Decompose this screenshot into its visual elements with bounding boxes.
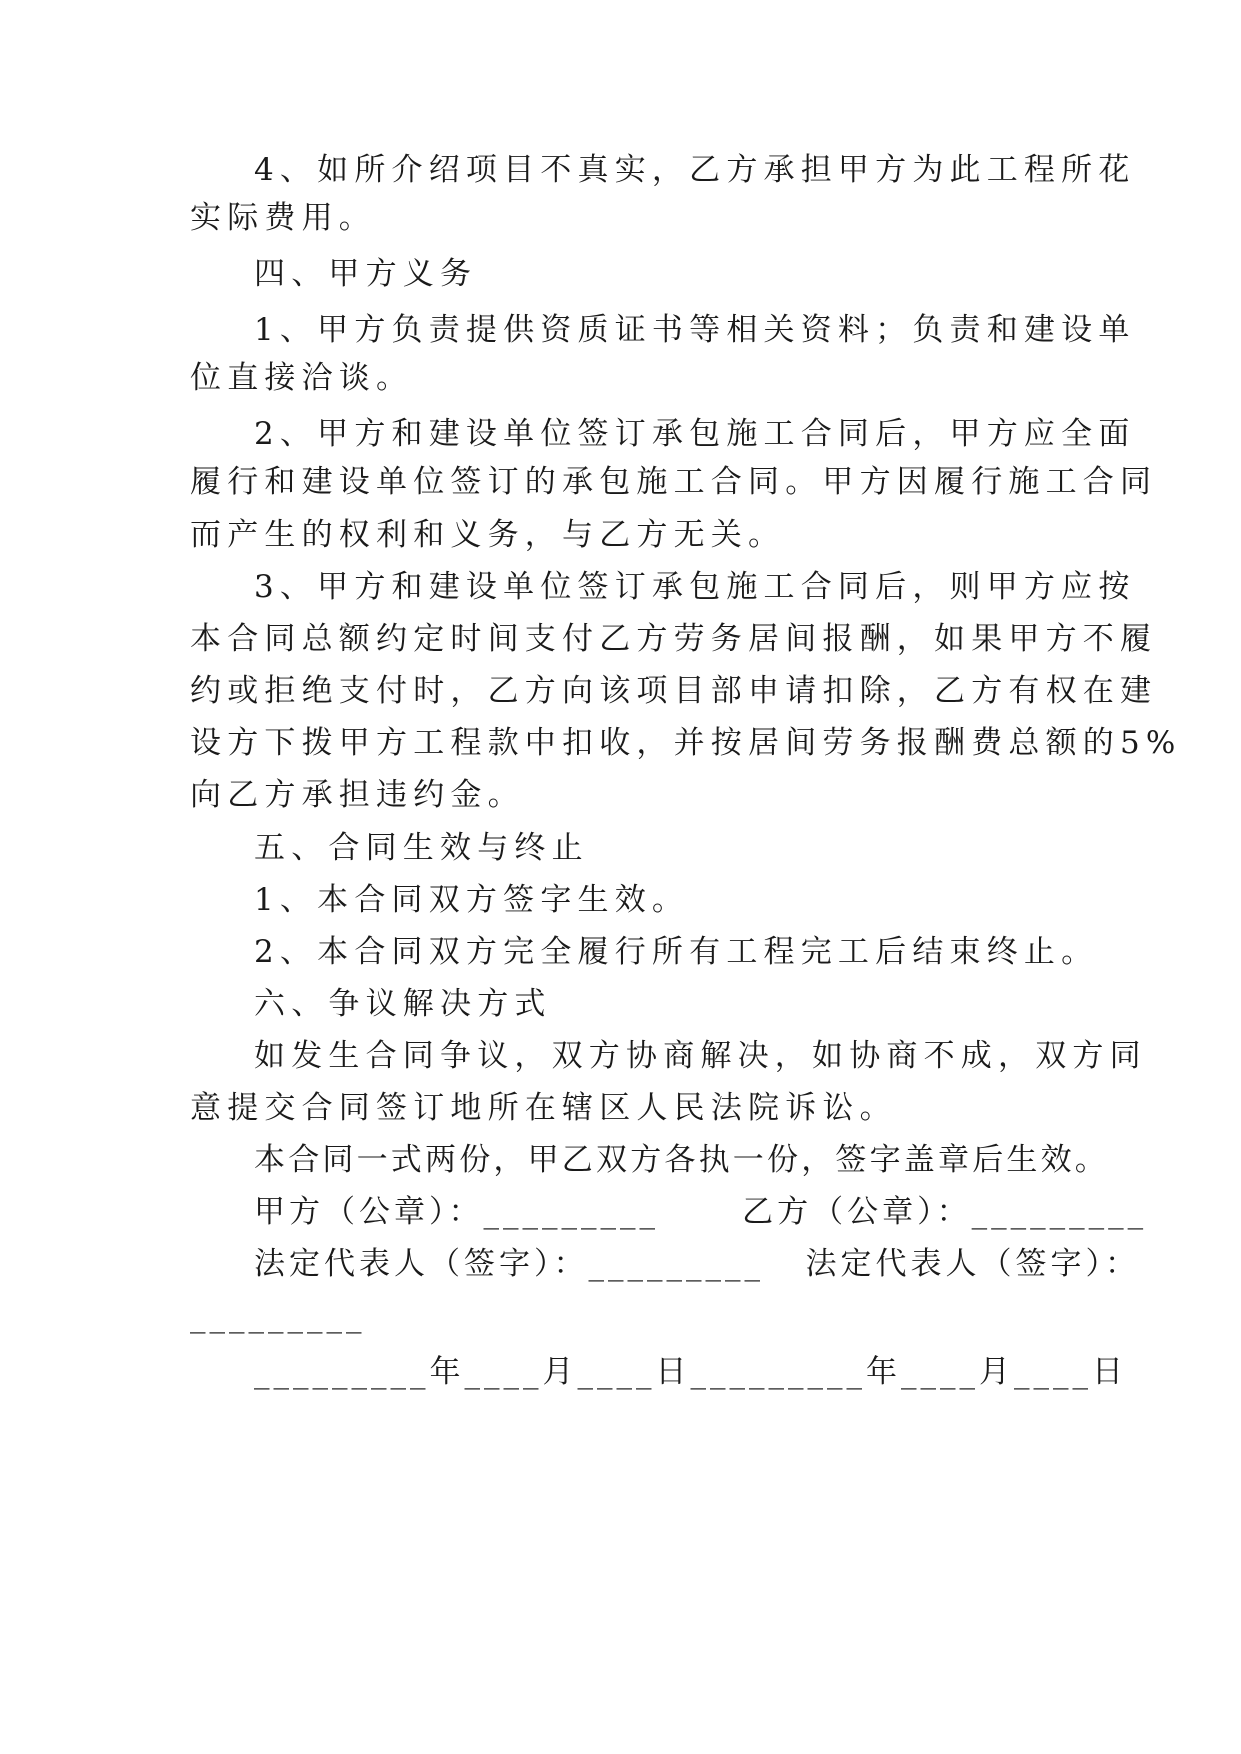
paragraph-line: 位直接洽谈。: [190, 360, 414, 396]
signature-line-seal: 甲方（公章）：_________ 乙方（公章）：_________: [254, 1194, 1148, 1230]
paragraph-line: 1、本合同双方签字生效。: [254, 882, 690, 918]
paragraph-line: 约或拒绝支付时，乙方向该项目部申请扣除，乙方有权在建: [190, 673, 1158, 709]
paragraph-line: 实际费用。: [190, 200, 376, 236]
signature-line-representative: 法定代表人（签字）：_________ 法定代表人（签字）：: [254, 1246, 1141, 1282]
paragraph-line: 3、甲方和建设单位签订承包施工合同后，则甲方应按: [254, 569, 1136, 605]
paragraph-line: 1、甲方负责提供资质证书等相关资料；负责和建设单: [254, 312, 1136, 348]
section-heading: 六、争议解决方式: [254, 986, 552, 1022]
paragraph-line: 而产生的权利和义务，与乙方无关。: [190, 517, 786, 553]
paragraph-line: 2、本合同双方完全履行所有工程完工后结束终止。: [254, 934, 1099, 970]
paragraph-line: 本合同总额约定时间支付乙方劳务居间报酬，如果甲方不履: [190, 621, 1158, 657]
paragraph-line: 4、如所介绍项目不真实，乙方承担甲方为此工程所花: [254, 152, 1136, 188]
paragraph-line: 履行和建设单位签订的承包施工合同。甲方因履行施工合同: [190, 464, 1158, 500]
paragraph-line: 2、甲方和建设单位签订承包施工合同后，甲方应全面: [254, 416, 1136, 452]
paragraph-line: 如发生合同争议，双方协商解决，如协商不成，双方同: [254, 1038, 1147, 1074]
paragraph-line: 意提交合同签订地所在辖区人民法院诉讼。: [190, 1090, 897, 1126]
date-line: _________年____月____日_________年____月____日: [254, 1354, 1127, 1390]
section-heading: 四、甲方义务: [254, 256, 478, 292]
section-heading: 五、合同生效与终止: [254, 830, 589, 866]
paragraph-line: 本合同一式两份，甲乙双方各执一份，签字盖章后生效。: [254, 1142, 1109, 1178]
signature-blank: _________: [190, 1298, 366, 1334]
paragraph-line: 向乙方承担违约金。: [190, 777, 525, 813]
paragraph-line: 设方下拨甲方工程款中扣收，并按居间劳务报酬费总额的5%: [190, 725, 1182, 761]
